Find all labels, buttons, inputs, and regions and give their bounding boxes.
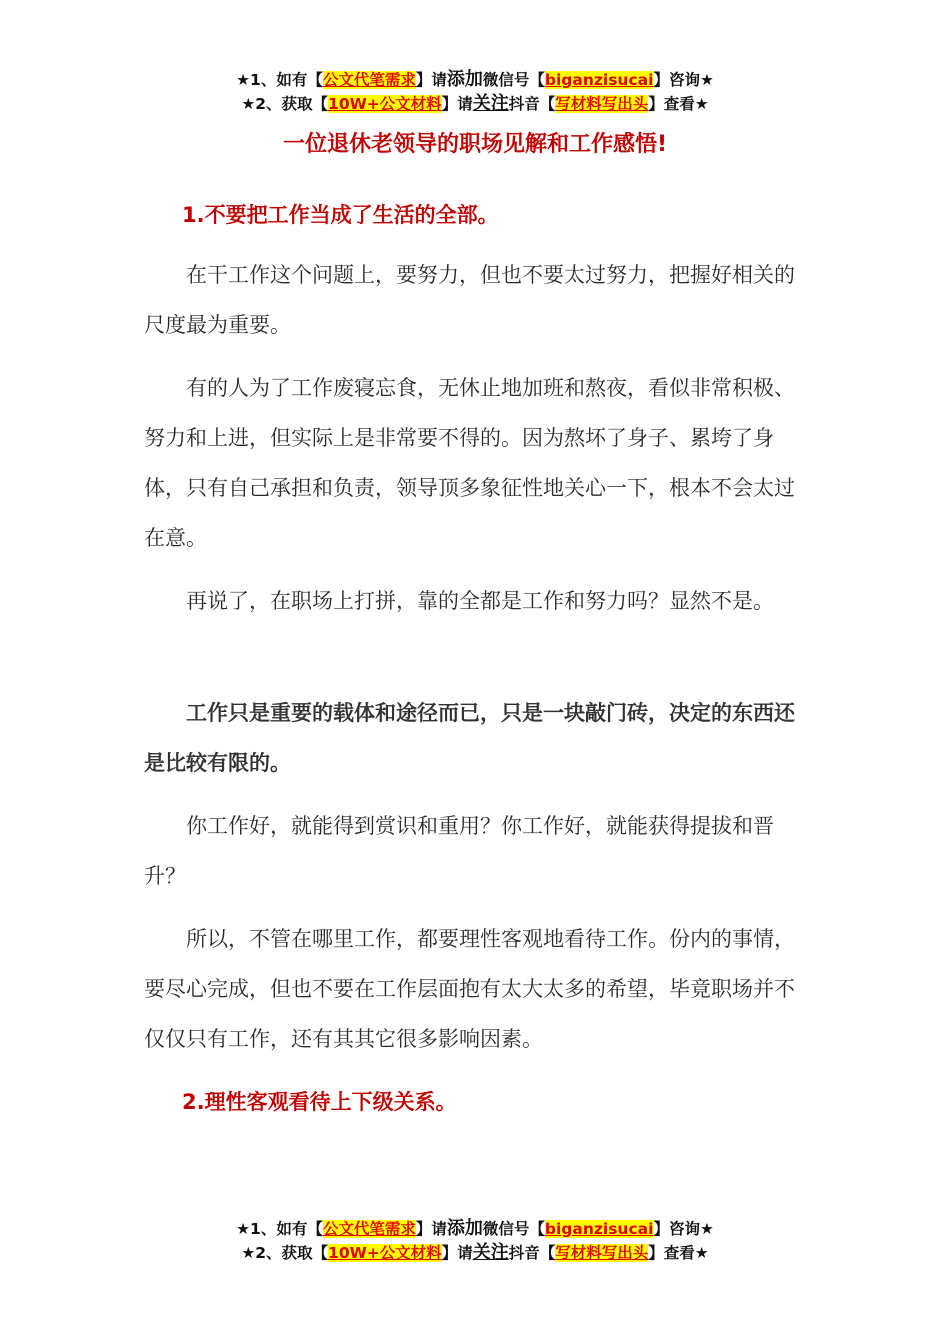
banner-line-1: ★1、如有【公文代笔需求】请添加微信号【biganzisucai】咨询★ bbox=[236, 69, 714, 90]
star-icon: ★ bbox=[699, 71, 714, 89]
highlight-wechat-id: biganzisucai bbox=[544, 1220, 654, 1238]
star-icon: ★ bbox=[241, 95, 256, 113]
banner-line-2: ★2、获取【10W+公文材料】请关注抖音【写材料写出头】查看★ bbox=[241, 93, 709, 114]
paragraph-4-bold: 工作只是重要的载体和途径而已，只是一块敲门砖，决定的东西还是比较有限的。 bbox=[144, 701, 795, 775]
star-icon: ★ bbox=[236, 71, 251, 89]
highlight-materials: 10W+公文材料 bbox=[328, 1244, 442, 1262]
paragraph-3: 再说了，在职场上打拼，靠的全都是工作和努力吗？显然不是。 bbox=[186, 589, 774, 613]
paragraph-2: 有的人为了工作废寝忘食，无休止地加班和熬夜，看似非常积极、努力和上进，但实际上是非常要不得的。因为熬坏了身子、累垮了身体，只有自己承担和负责，领导顶多象征性地关心一下，根本不会太过在意。 bbox=[144, 376, 795, 550]
highlight-wechat-id: biganzisucai bbox=[544, 71, 654, 89]
section-heading-1: 1.不要把工作当成了生活的全部。 bbox=[182, 203, 499, 227]
paragraph-6: 所以，不管在哪里工作，都要理性客观地看待工作。份内的事情，要尽心完成，但也不要在工作层面抱有太大太多的希望，毕竟职场并不仅仅只有工作，还有其其它很多影响因素。 bbox=[144, 927, 795, 1051]
star-icon: ★ bbox=[694, 95, 709, 113]
paragraph-1: 在干工作这个问题上，要努力，但也不要太过努力，把握好相关的尺度最为重要。 bbox=[144, 263, 795, 337]
star-icon: ★ bbox=[694, 1244, 709, 1262]
document-body bbox=[144, 190, 810, 1127]
paragraph-5: 你工作好，就能得到赏识和重用？你工作好，就能获得提拔和晋升？ bbox=[144, 814, 774, 888]
star-icon: ★ bbox=[699, 1220, 714, 1238]
highlight-materials: 10W+公文材料 bbox=[328, 95, 442, 113]
star-icon: ★ bbox=[236, 1220, 251, 1238]
document-title: 一位退休老领导的职场见解和工作感悟! bbox=[282, 132, 668, 157]
highlight-service: 公文代笔需求 bbox=[322, 71, 416, 89]
section-heading-2: 2.理性客观看待上下级关系。 bbox=[182, 1090, 457, 1114]
star-icon: ★ bbox=[241, 1244, 256, 1262]
banner-line-1: ★1、如有【公文代笔需求】请添加微信号【biganzisucai】咨询★ bbox=[236, 1218, 714, 1239]
header-banner bbox=[0, 68, 950, 116]
highlight-service: 公文代笔需求 bbox=[322, 1220, 416, 1238]
highlight-douyin: 写材料写出头 bbox=[555, 1244, 649, 1262]
banner-line-2: ★2、获取【10W+公文材料】请关注抖音【写材料写出头】查看★ bbox=[241, 1242, 709, 1263]
footer-banner bbox=[0, 1217, 950, 1265]
highlight-douyin: 写材料写出头 bbox=[555, 95, 649, 113]
